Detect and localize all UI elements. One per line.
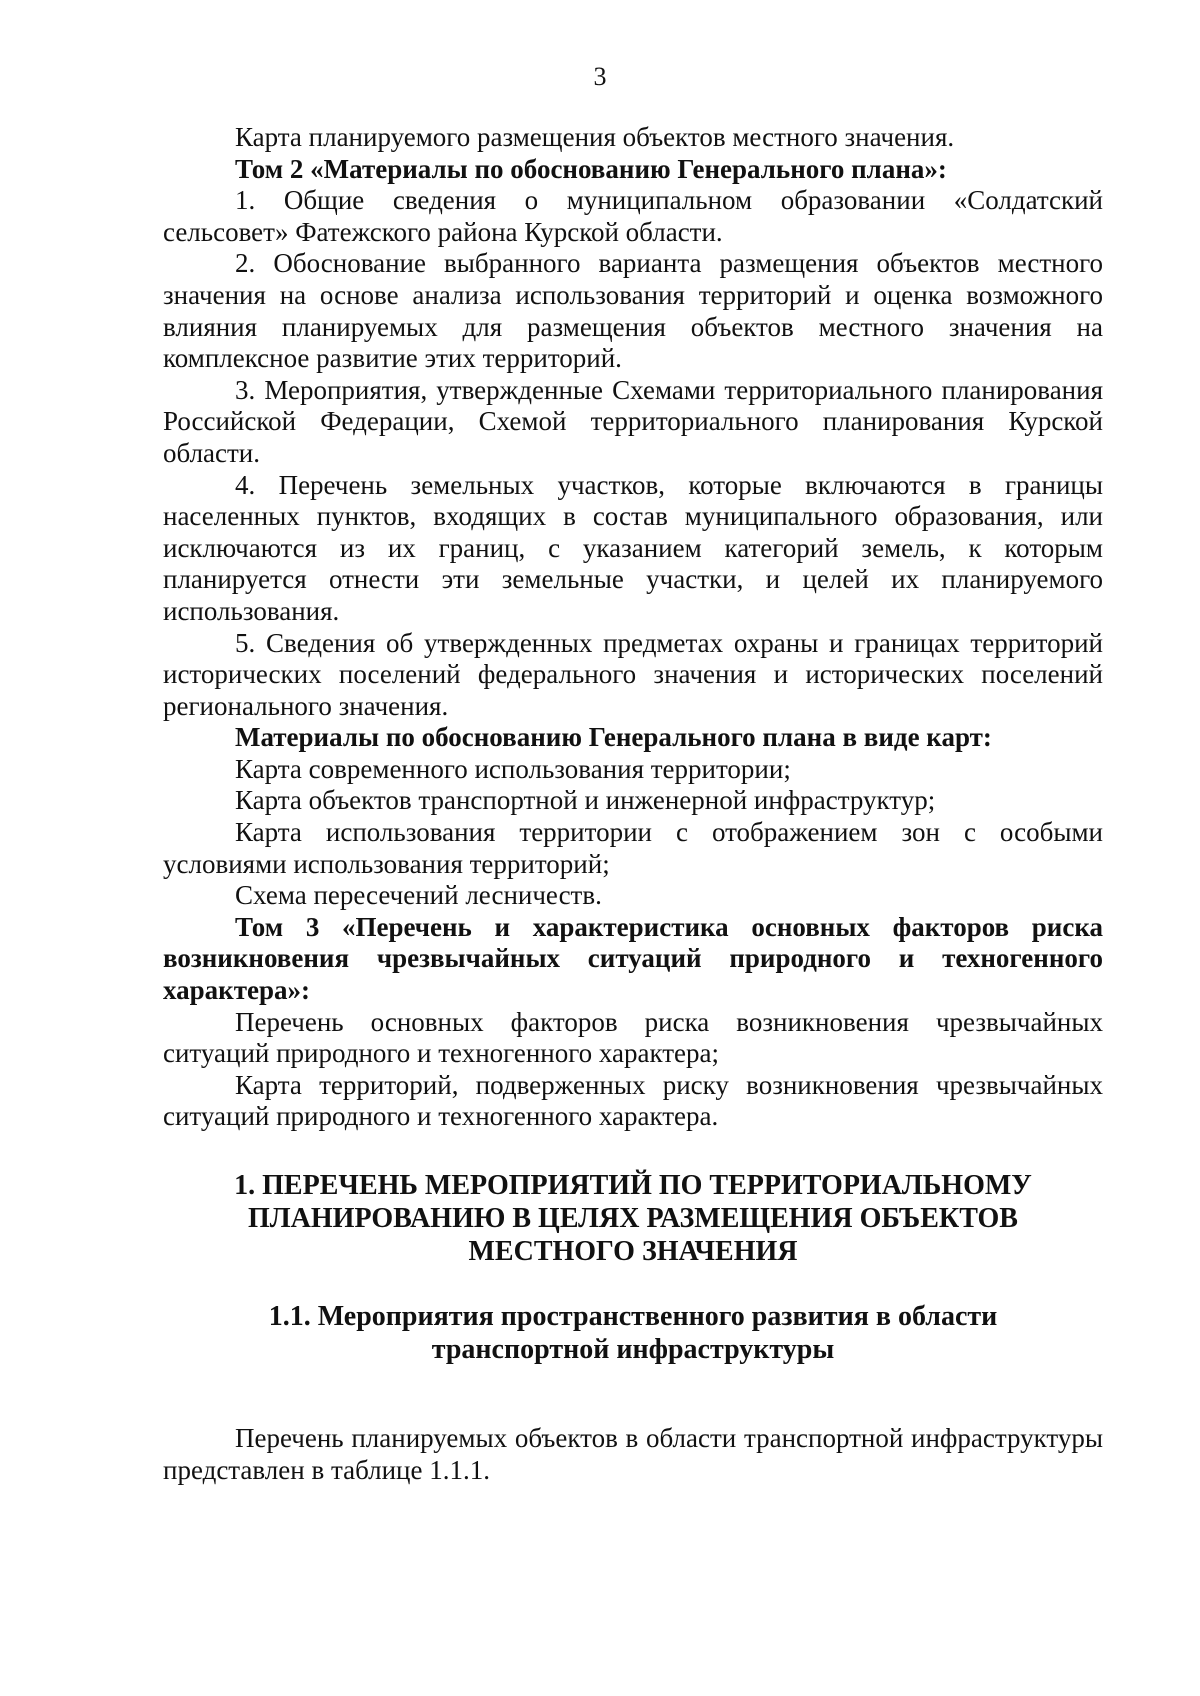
section-1-1-title (163, 1300, 1103, 1366)
map-plan-line: Карта планируемого размещения объектов местного значения. (235, 122, 955, 152)
risk-item-2: Карта территорий, подверженных риску возникновения чрезвычайных ситуаций природного и техногенного характера. (163, 1069, 1103, 1132)
document-body (163, 122, 1103, 1133)
map-item-3: Карта использования территории с отображением зон с особыми условиями использования территорий; (163, 817, 1103, 879)
tom2-item-1: 1. Общие сведения о муниципальном образовании «Солдатский сельсовет» Фатежского района Курской области. (163, 185, 1103, 247)
section-1-title-line: МЕСТНОГО ЗНАЧЕНИЯ (468, 1236, 798, 1267)
maps-heading: Материалы по обоснованию Генерального плана в виде карт: (235, 722, 992, 753)
section-1-title-line: 1. ПЕРЕЧЕНЬ МЕРОПРИЯТИЙ ПО ТЕРРИТОРИАЛЬНОМУ (234, 1170, 1032, 1201)
section-1-title-line: ПЛАНИРОВАНИЮ В ЦЕЛЯХ РАЗМЕЩЕНИЯ ОБЪЕКТОВ (248, 1203, 1018, 1234)
section-1-title (163, 1169, 1103, 1268)
tom2-item-4: 4. Перечень земельных участков, которые включаются в границы населенных пунктов, входящих в состав муниципального образования, или исключаются из их границ, с указанием категорий земель, к которым планируется отнести эти земельные участки, и целей их планируемого использования. (163, 469, 1103, 626)
section-1-1-text: Перечень планируемых объектов в области транспортной инфраструктуры представлен в таблице 1.1.1. (163, 1423, 1103, 1485)
map-item-1: Карта современного использования территории; (235, 753, 791, 784)
tom3-heading: Том 3 «Перечень и характеристика основных факторов риска возникновения чрезвычайных ситуаций природного и техногенного характера»: (163, 911, 1103, 1006)
section-1-1-title-line: 1.1. Мероприятия пространственного развития в области (268, 1301, 998, 1332)
map-item-2: Карта объектов транспортной и инженерной инфраструктур; (235, 785, 936, 816)
tom2-heading: Том 2 «Материалы по обоснованию Генерального плана»: (235, 153, 947, 184)
map-item-4: Схема пересечений лесничеств. (235, 880, 602, 911)
section-1-1-title-line: транспортной инфраструктуры (431, 1334, 835, 1365)
tom2-item-5: 5. Сведения об утвержденных предметах охраны и границах территорий исторических поселений федерального значения и исторических поселений регионального значения. (163, 627, 1103, 721)
tom2-item-2: 2. Обоснование выбранного варианта размещения объектов местного значения на основе анализа использования территорий и оценка возможного влияния планируемых для размещения объектов местного значения на комплексное развитие этих территорий. (163, 248, 1103, 374)
tom2-item-3: 3. Мероприятия, утвержденные Схемами территориального планирования Российской Федерации, Схемой территориального планирования Курской области. (163, 374, 1103, 468)
risk-item-1: Перечень основных факторов риска возникновения чрезвычайных ситуаций природного и техногенного характера; (163, 1006, 1103, 1069)
page-number: 3 (593, 62, 607, 91)
